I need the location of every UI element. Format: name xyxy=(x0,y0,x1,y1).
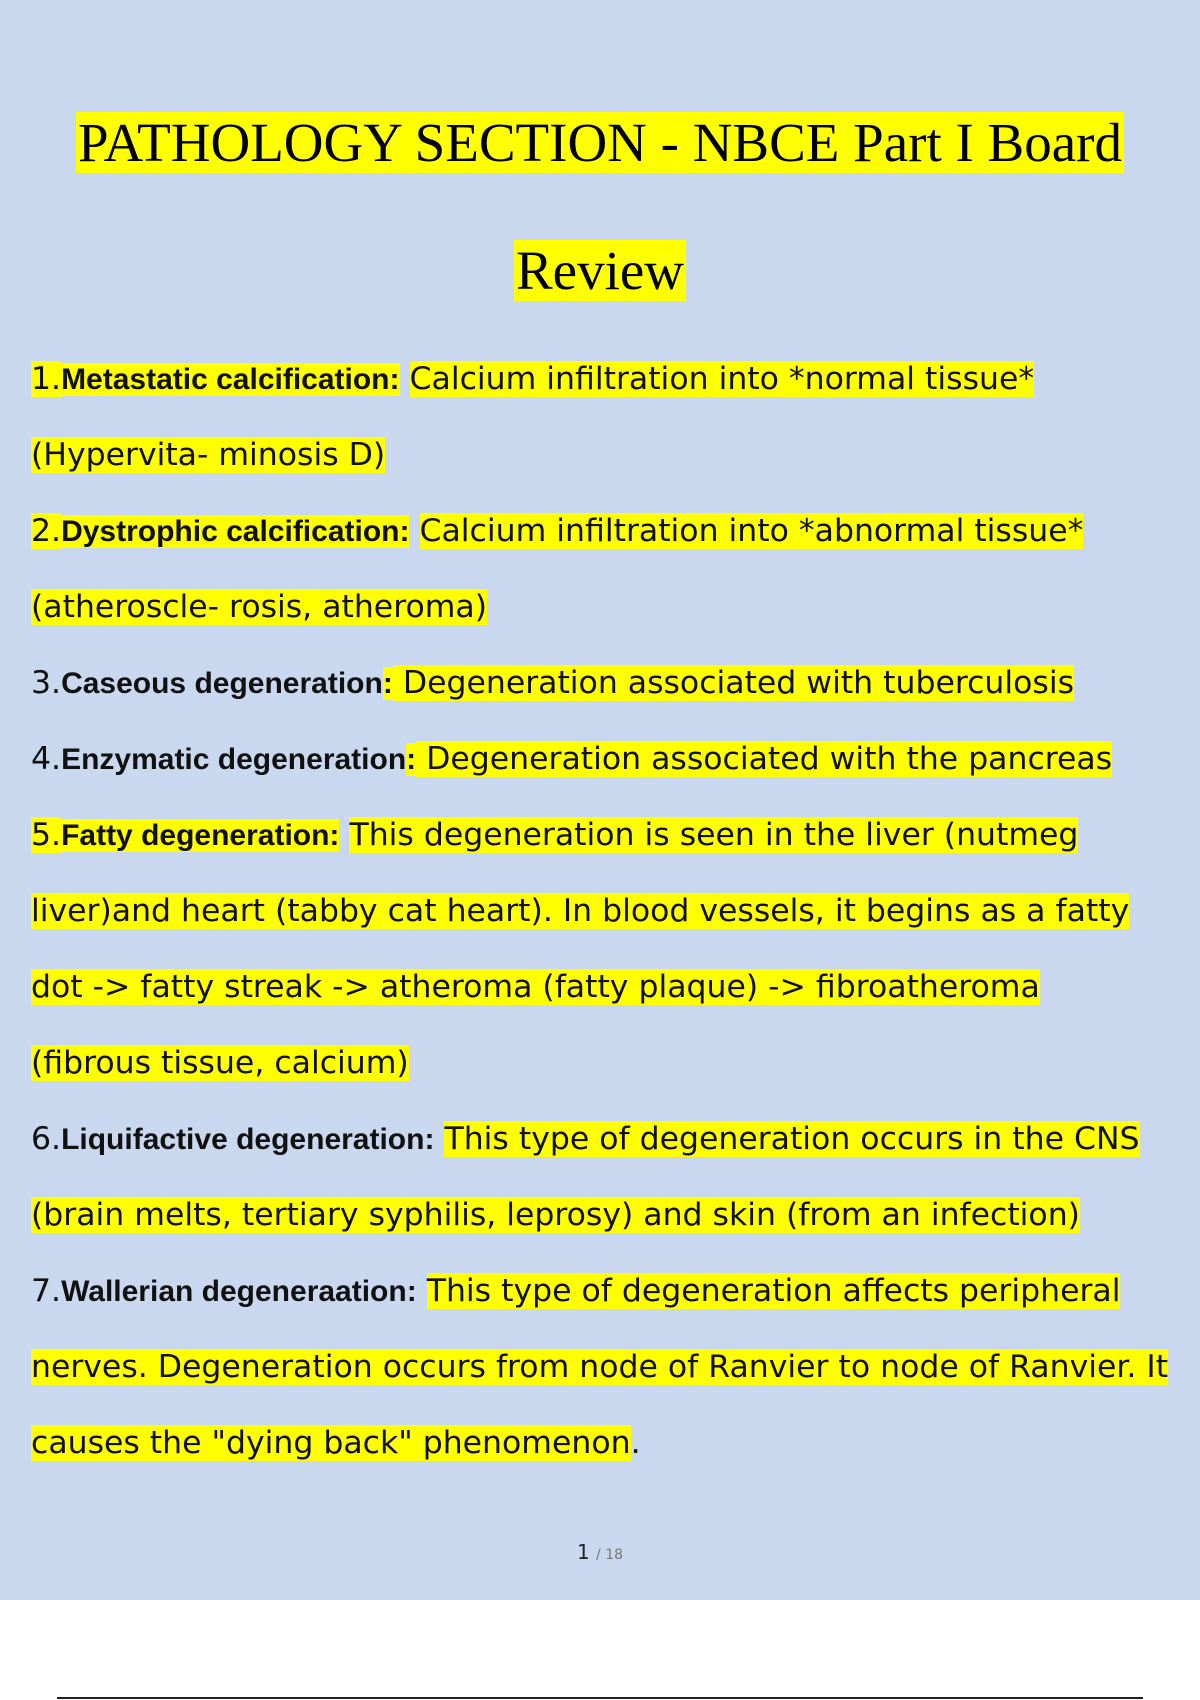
item-term: Enzymatic degeneration xyxy=(61,743,407,776)
list-item-continuation xyxy=(31,1329,1200,1405)
page-indicator xyxy=(0,1540,1200,1564)
document-title: PATHOLOGY SECTION - NBCE Part I Board xyxy=(78,112,1122,173)
item-definition: Degeneration associated with tuberculosis xyxy=(392,665,1074,701)
item-definition: causes the "dying back" phenomenon xyxy=(31,1425,631,1461)
item-definition: This type of degeneration occurs in the CNS xyxy=(444,1121,1140,1157)
list-item xyxy=(31,721,1200,798)
item-definition: nerves. Degeneration occurs from node of Ranvier to node of Ranvier. It xyxy=(31,1349,1169,1385)
list-item-continuation xyxy=(31,569,1200,645)
item-term: Caseous degeneration xyxy=(61,667,383,700)
item-definition: This type of degeneration affects peripheral xyxy=(426,1273,1121,1309)
item-definition: (Hypervita- minosis D) xyxy=(31,437,386,473)
item-number: 2. xyxy=(31,513,62,549)
item-definition: (brain melts, tertiary syphilis, leprosy) and skin (from an infection) xyxy=(31,1197,1080,1233)
item-term: Liquifactive degeneration: xyxy=(61,1123,435,1156)
document-title-continued: Review xyxy=(515,240,684,301)
list-item xyxy=(31,493,1200,570)
item-separator: : xyxy=(382,667,393,700)
list-item-continuation xyxy=(31,873,1200,949)
item-number: 7. xyxy=(31,1273,62,1309)
page-divider xyxy=(57,1697,1143,1699)
list-item-continuation xyxy=(31,1025,1200,1101)
item-number: 4. xyxy=(31,741,62,777)
list-item xyxy=(31,797,1200,874)
current-page: 1 xyxy=(576,1540,590,1564)
item-definition: dot -> fatty streak -> atheroma (fatty plaque) -> fibroatheroma xyxy=(31,969,1040,1005)
item-number: 3. xyxy=(31,665,62,701)
total-pages: / 18 xyxy=(596,1547,624,1563)
list-item-continuation xyxy=(31,1405,1200,1481)
item-number: 1. xyxy=(31,361,62,397)
item-definition: Degeneration associated with the pancreas xyxy=(416,741,1113,777)
item-term: Metastatic calcification: xyxy=(61,363,400,396)
item-trailing-punctuation: . xyxy=(630,1425,641,1461)
list-item-continuation xyxy=(31,417,1200,493)
item-separator: : xyxy=(406,743,417,776)
item-term: Fatty degeneration: xyxy=(61,819,340,852)
item-number: 5. xyxy=(31,817,62,853)
list-item xyxy=(31,1253,1200,1330)
item-term: Dystrophic calcification: xyxy=(61,515,410,548)
item-definition: This degeneration is seen in the liver (nutmeg xyxy=(349,817,1079,853)
item-definition: Calcium infiltration into *normal tissue* xyxy=(409,361,1035,397)
item-number: 6. xyxy=(31,1121,62,1157)
list-item-continuation xyxy=(31,949,1200,1025)
list-item xyxy=(31,1101,1200,1178)
item-definition: (atheroscle- rosis, atheroma) xyxy=(31,589,487,625)
list-item xyxy=(31,645,1200,722)
list-item xyxy=(31,341,1200,418)
item-definition: Calcium infiltration into *abnormal tissue* xyxy=(419,513,1084,549)
item-definition: (fibrous tissue, calcium) xyxy=(31,1045,409,1081)
item-term: Wallerian degeneraation: xyxy=(61,1275,417,1308)
list-item-continuation xyxy=(31,1177,1200,1253)
item-definition: liver)and heart (tabby cat heart). In blood vessels, it begins as a fatty xyxy=(31,893,1130,929)
